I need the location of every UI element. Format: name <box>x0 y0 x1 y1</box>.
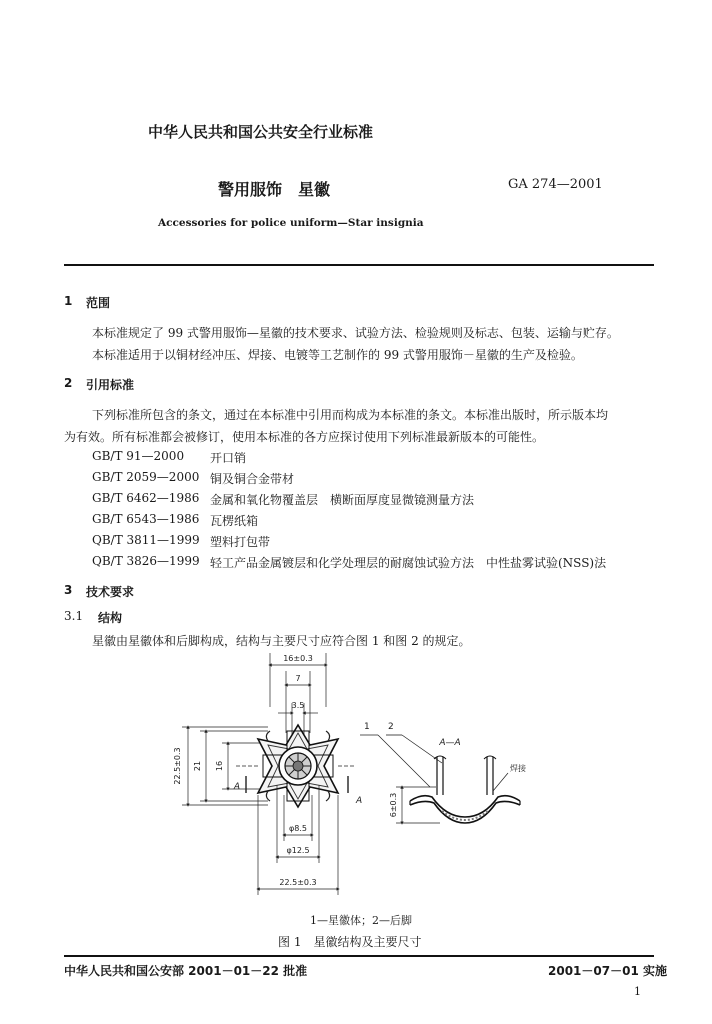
section-2-number: 2 <box>64 376 73 390</box>
figure-caption: 图 1 星徽结构及主要尺寸 <box>278 935 422 949</box>
ref-title: 铜及铜合金带材 <box>210 472 295 486</box>
figure-1-drawing <box>160 645 560 905</box>
callout-1: 1 <box>364 722 370 732</box>
section-3-title: 技术要求 <box>86 585 135 599</box>
dim-bottom-width-label: 22.5±0.3 <box>279 878 317 887</box>
dim-side-height-label: 6±0.3 <box>389 792 398 818</box>
approval-date: 中华人民共和国公安部 2001－01－22 批准 <box>64 964 308 978</box>
cut-label-left: A <box>233 782 240 792</box>
figure-legend: 1—星徽体；2—后脚 <box>310 914 412 927</box>
dim-bottom-width <box>258 795 338 895</box>
subsection-3-1-text: 星徽由星徽体和后脚构成，结构与主要尺寸应符合图 1 和图 2 的规定。 <box>92 634 471 648</box>
ref-code: GB/T 6462—1986 <box>92 491 200 505</box>
ref-code: QB/T 3826—1999 <box>92 554 200 568</box>
dim-height-21-label: 21 <box>193 760 202 772</box>
dim-top-width-label: 16±0.3 <box>283 654 313 663</box>
ref-code: GB/T 91—2000 <box>92 449 185 463</box>
cut-label-right: A <box>356 796 363 806</box>
dim-height-16 <box>215 743 268 789</box>
org-title: 中华人民共和国公共安全行业标准 <box>148 123 374 141</box>
callouts <box>360 722 442 787</box>
section-view-a-a <box>389 738 526 823</box>
ref-title: 金属和氧化物覆盖层 横断面厚度显微镜测量方法 <box>210 493 475 507</box>
section-1-para-1: 本标准规定了 99 式警用服饰—星徽的技术要求、试验方法、检验规则及标志、包装、运输与贮存。 <box>92 326 619 340</box>
subsection-3-1-title: 结构 <box>98 611 123 625</box>
dim-height-22-5-label: 22.5±0.3 <box>173 747 182 785</box>
weld-label: 焊接 <box>510 764 526 773</box>
star-insignia-body <box>258 725 338 807</box>
page-number: 1 <box>634 985 641 998</box>
ref-code: QB/T 3811—1999 <box>92 533 200 547</box>
section-2-intro-line-2: 为有效。所有标准都会被修订，使用本标准的各方应探讨使用下列标准最新版本的可能性。 <box>64 430 545 444</box>
dim-3-5-label: 3.5 <box>291 701 305 710</box>
subsection-3-1-number: 3.1 <box>64 609 84 623</box>
dim-height-16-label: 16 <box>215 760 224 772</box>
doc-title: 警用服饰 星徽 <box>218 180 331 199</box>
section-1-title: 范围 <box>86 296 111 310</box>
header-rule <box>64 264 654 266</box>
ref-title: 塑料打包带 <box>210 535 271 549</box>
section-2-title: 引用标准 <box>86 378 135 392</box>
section-2-intro-line-1: 下列标准所包含的条文，通过在本标准中引用而构成为本标准的条文。本标准出版时，所示版本均 <box>92 408 609 422</box>
ref-title: 轻工产品金属镀层和化学处理层的耐腐蚀试验方法 中性盐雾试验(NSS)法 <box>210 556 607 570</box>
ref-title: 开口销 <box>210 451 247 465</box>
dim-phi-12-5-label: φ12.5 <box>286 846 310 855</box>
footer-rule <box>64 955 654 957</box>
ref-code: GB/T 6543—1986 <box>92 512 200 526</box>
dim-phi-8-5-label: φ8.5 <box>289 824 307 833</box>
section-3-number: 3 <box>64 583 73 597</box>
ref-code: GB/T 2059—2000 <box>92 470 200 484</box>
section-1-para-2: 本标准适用于以铜材经冲压、焊接、电镀等工艺制作的 99 式警用服饰－星徽的生产及检验。 <box>92 348 583 362</box>
std-code: GA 274—2001 <box>508 177 603 192</box>
ref-title: 瓦楞纸箱 <box>210 514 259 528</box>
dim-7-label: 7 <box>295 674 301 683</box>
callout-2: 2 <box>388 722 394 732</box>
section-1-number: 1 <box>64 294 73 308</box>
english-title: Accessories for police uniform—Star insignia <box>158 217 424 229</box>
section-label: A—A <box>439 738 461 748</box>
implementation-date: 2001－07－01 实施 <box>548 964 667 978</box>
